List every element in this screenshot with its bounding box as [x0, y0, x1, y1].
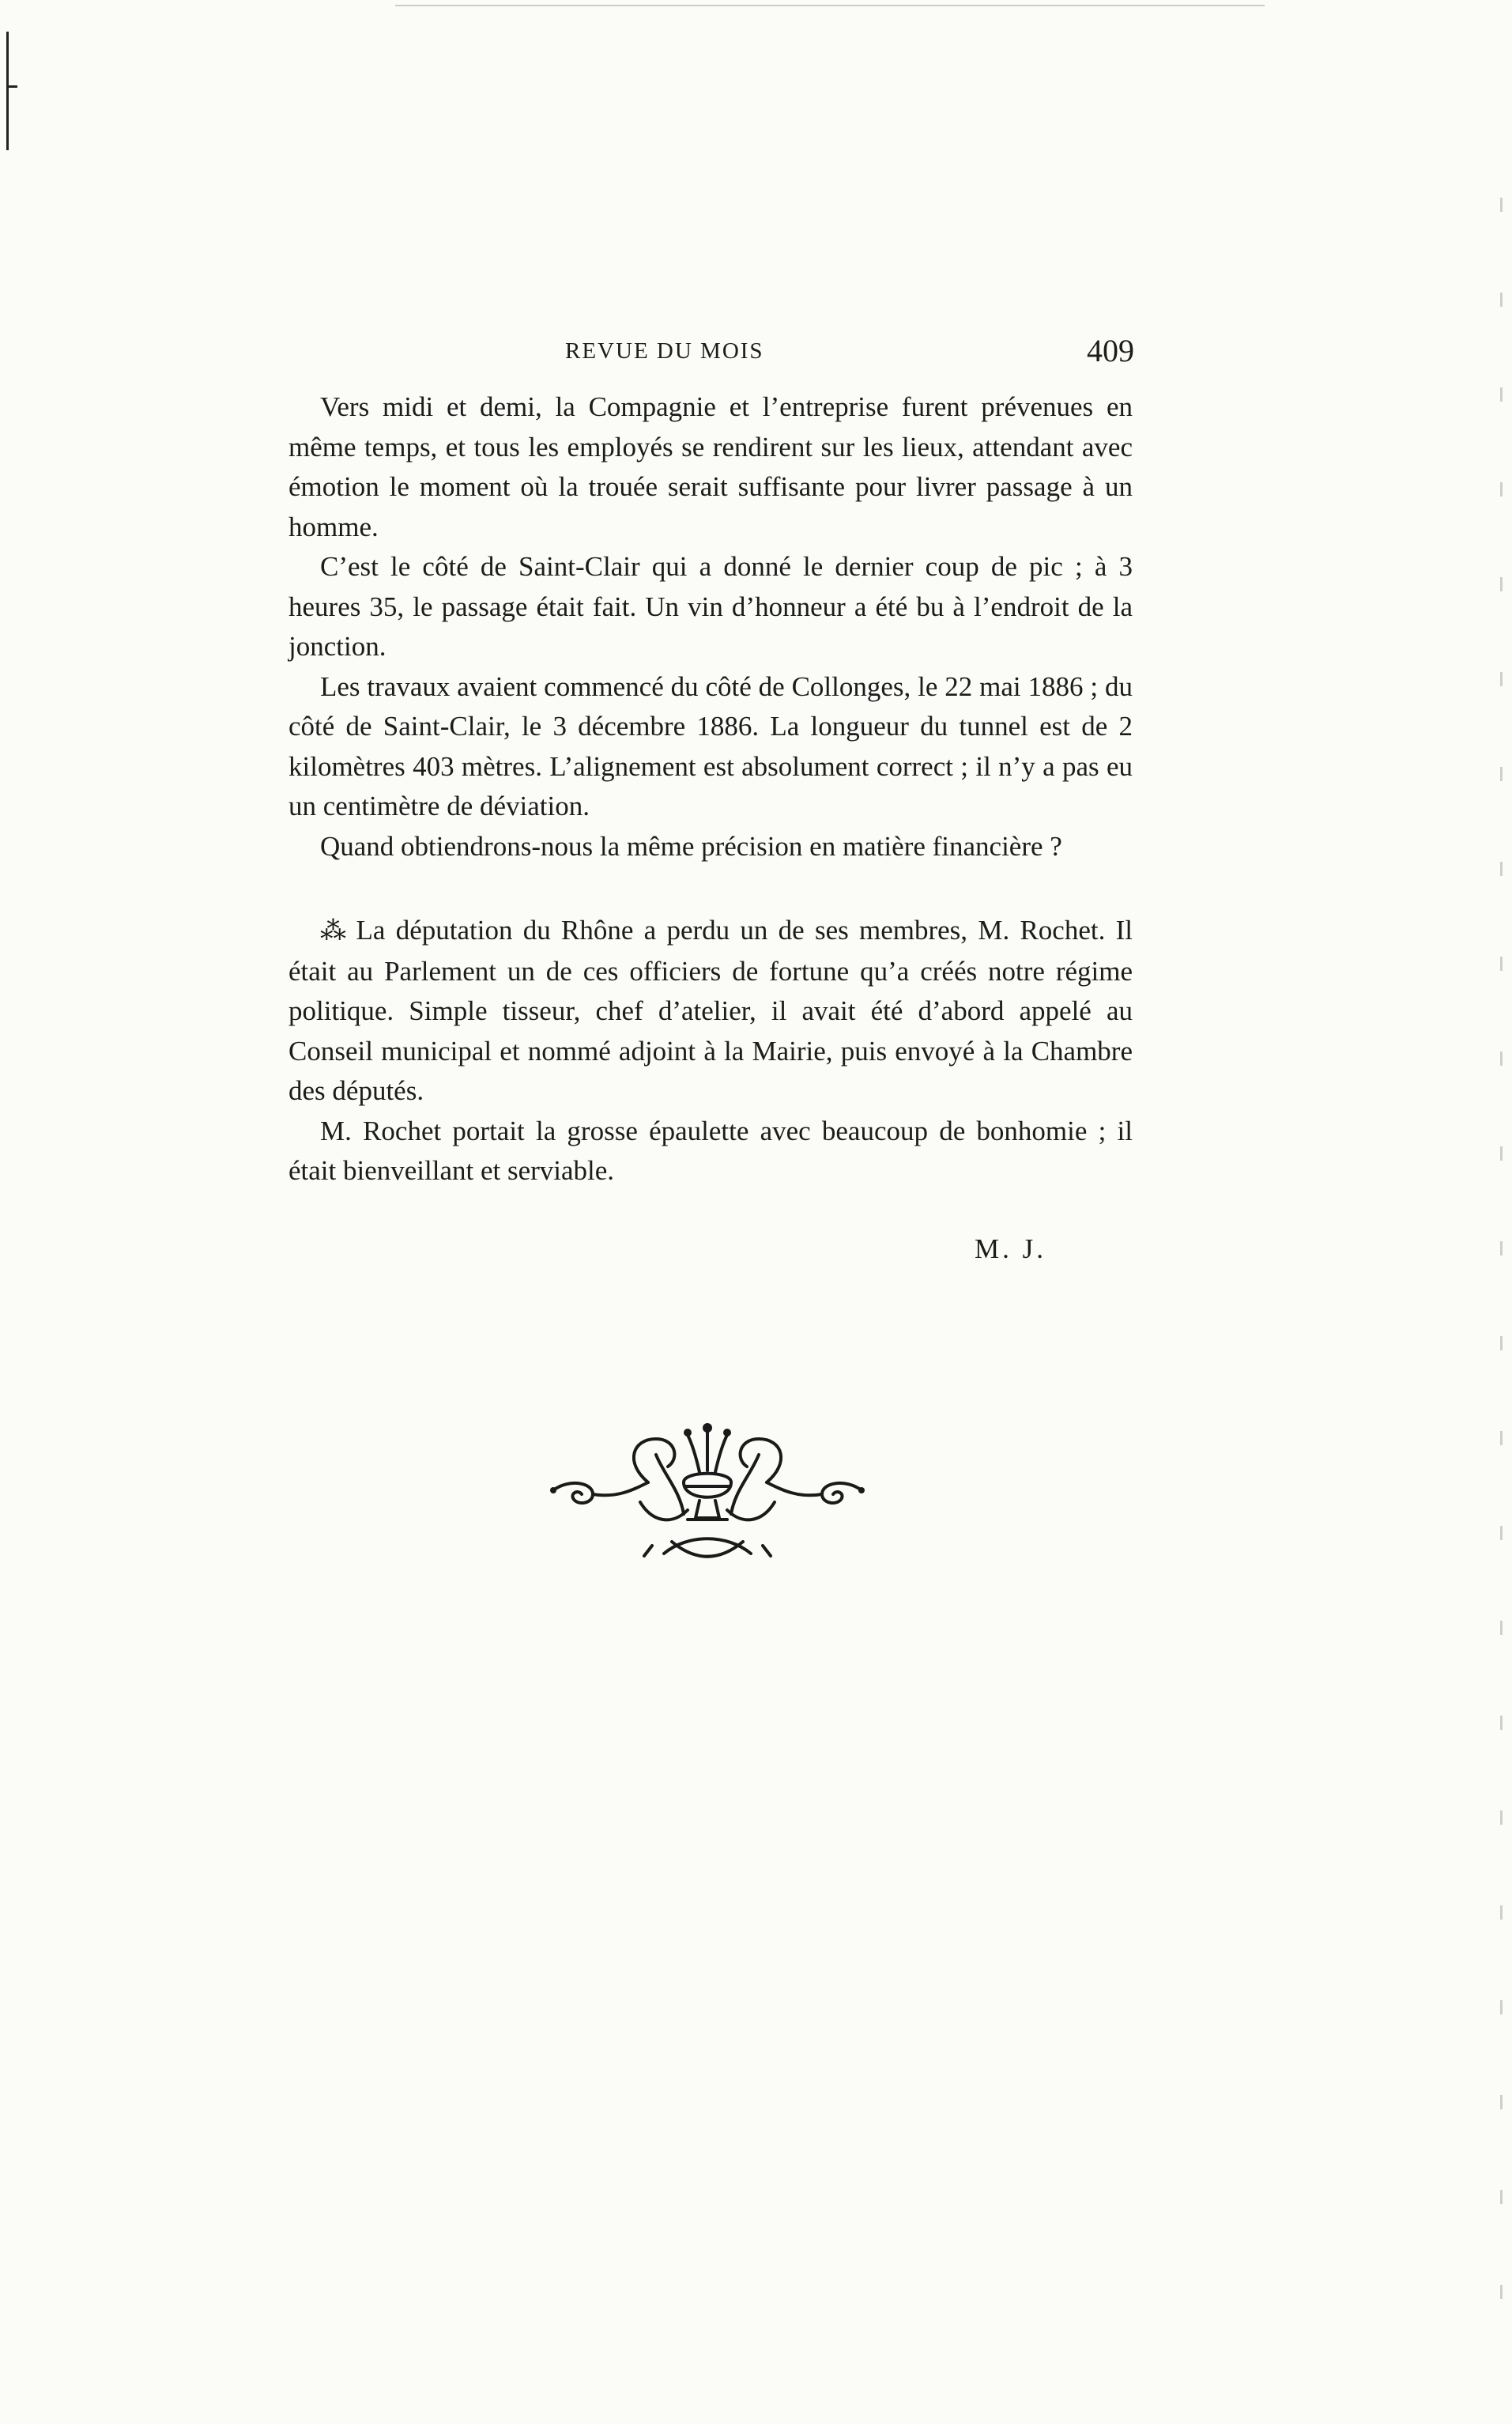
signature: M. J. — [975, 1233, 1046, 1264]
page-edge-right-specks — [1500, 198, 1503, 2332]
page-edge-mark — [6, 32, 9, 150]
asterism-icon: ⁂ — [320, 917, 350, 946]
paragraph: Vers midi et demi, la Compagnie et l’entreprise furent prévenues en même temps, et tous les employés se rendirent sur les lieux, attendant avec émotion le moment où la trouée serait suffisante pour livrer passage à un homme. — [288, 391, 1133, 542]
paragraph: Les travaux avaient commencé du côté de Collonges, le 22 mai 1886 ; du côté de Saint-Clair, le 3 décembre 1886. La longueur du tunnel est de 2 kilomètres 403 mètres. L’alignement est absolument correct ; il n’y a pas eu un centimètre de déviation. — [288, 670, 1133, 821]
paragraph-text: La députation du Rhône a perdu un de ses membres, M. Rochet. Il était au Parlement un de ces officiers de fortune qu’a créés notre régime politique. Simple tisseur, chef d’atelier, il avait été d’abord appelé au Conseil municipal et nommé adjoint à la Mairie, puis envoyé à la Chambre des députés. — [288, 915, 1133, 1106]
paragraph: M. Rochet portait la grosse épaulette avec beaucoup de bonhomie ; il était bienveillant et serviable. — [288, 1115, 1133, 1186]
fleuron-urn-scroll-icon — [545, 1415, 869, 1565]
page-edge-top — [395, 5, 1265, 6]
section-gap — [288, 867, 1133, 911]
paragraph: C’est le côté de Saint-Clair qui a donné le dernier coup de pic ; à 3 heures 35, le passage était fait. Un vin d’honneur a été bu à l’endroit de la jonction. — [288, 551, 1133, 662]
running-head — [237, 332, 1146, 387]
page-edge-tick — [6, 85, 17, 88]
page-number: 409 — [1087, 333, 1134, 368]
running-title: REVUE DU MOIS — [565, 338, 764, 364]
article-body — [288, 387, 1133, 1191]
paragraph-asterism — [288, 911, 1133, 1112]
paragraph: Quand obtiendrons-nous la même précision en matière financière ? — [320, 830, 1062, 862]
